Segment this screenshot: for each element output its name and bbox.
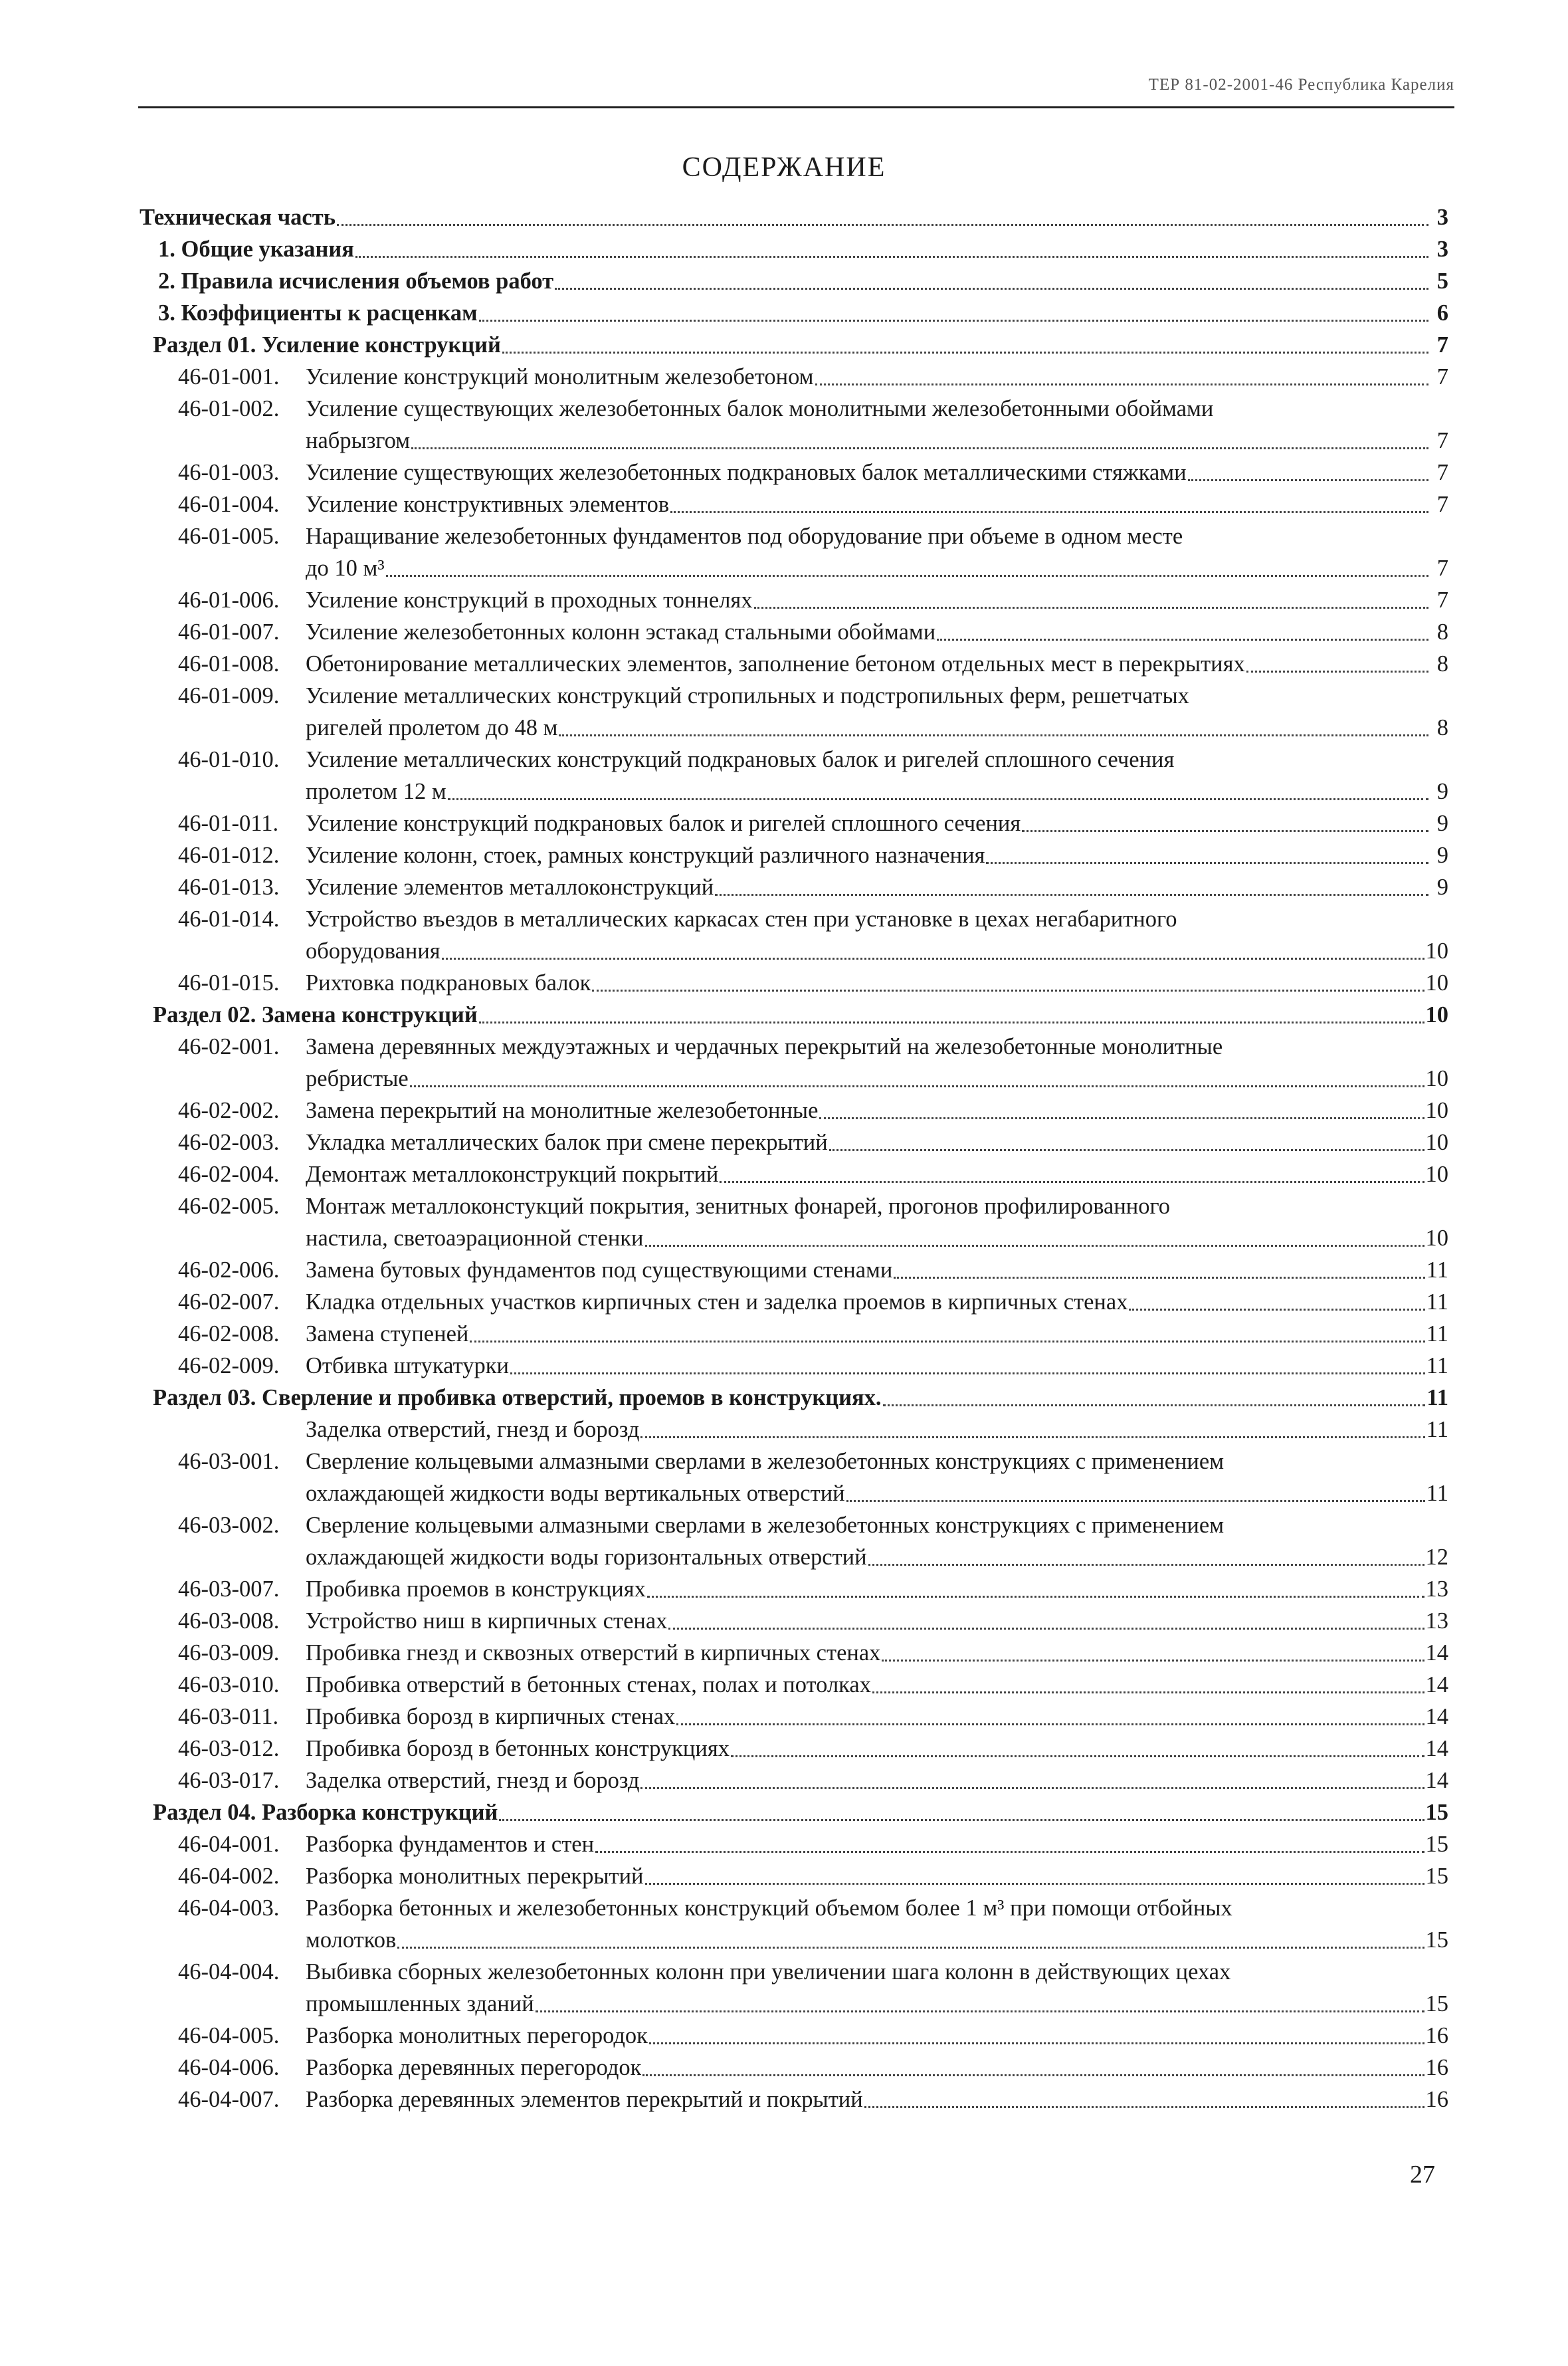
toc-entry-code: 46-01-001.	[178, 364, 280, 389]
toc-entry-title: Сверление кольцевыми алмазными сверлами в железобетонных конструкциях с применением	[306, 1513, 1225, 1538]
toc-leader-dots	[499, 1819, 1424, 1821]
toc-entry[interactable]	[140, 520, 1448, 552]
toc-entry-code: 46-03-008.	[178, 1608, 280, 1634]
toc-entry-page: 11	[1426, 1481, 1448, 1506]
toc-entry-title: Усиление железобетонных колонн эстакад стальными обоймами	[306, 619, 936, 645]
toc-entry-title-continuation: охлаждающей жидкости воды вертикальных отверстий	[306, 1481, 845, 1506]
toc-entry-continuation	[140, 552, 1448, 584]
toc-entry-title: 1. Общие указания	[158, 237, 354, 262]
toc-entry-code: 46-02-004.	[178, 1162, 280, 1187]
toc-entry-code: 46-03-001.	[178, 1449, 280, 1474]
toc-entry-title: Пробивка борозд в кирпичных стенах	[306, 1704, 676, 1729]
toc-leader-dots	[668, 1628, 1424, 1630]
toc-entry-page: 15	[1425, 1800, 1448, 1825]
toc-leader-dots	[647, 1596, 1424, 1598]
toc-entry-title: Заделка отверстий, гнезд и борозд	[306, 1768, 640, 1793]
toc-entry[interactable]	[140, 1350, 1448, 1382]
toc-entry[interactable]	[140, 1828, 1448, 1860]
toc-entry-page: 10	[1425, 1226, 1448, 1251]
toc-entry-page: 7	[1436, 364, 1448, 389]
page-number: 27	[1410, 2161, 1435, 2189]
running-header: ТЕР 81-02-2001-46 Республика Карелия	[1148, 76, 1454, 94]
toc-entry-code: 46-04-007.	[178, 2087, 280, 2112]
toc-entry[interactable]	[140, 1701, 1448, 1733]
toc-leader-dots	[411, 447, 1428, 449]
toc-entry-page: 14	[1425, 1736, 1448, 1761]
toc-leader-dots	[536, 2010, 1424, 2012]
toc-leader-dots	[649, 2042, 1424, 2044]
toc-leader-dots	[640, 1787, 1424, 1789]
toc-entry-title: Заделка отверстий, гнезд и борозд	[306, 1417, 640, 1442]
toc-entry-page: 16	[1425, 2055, 1448, 2080]
toc-entry-title-continuation: набрызгом	[306, 428, 411, 453]
toc-entry[interactable]	[140, 1509, 1448, 1541]
toc-entry-title-continuation: ригелей пролетом до 48 м	[306, 715, 558, 740]
toc-entry[interactable]	[140, 1765, 1448, 1796]
toc-entry-code: 46-01-010.	[178, 747, 280, 772]
toc-entry[interactable]	[140, 1573, 1448, 1605]
toc-entry[interactable]	[140, 584, 1448, 616]
toc-entry-page: 16	[1425, 2087, 1448, 2112]
toc-entry-title-continuation: оборудования	[306, 938, 441, 964]
toc-leader-dots	[592, 990, 1424, 992]
toc-entry-page: 7	[1436, 428, 1448, 453]
toc-entry-title: Наращивание железобетонных фундаментов под оборудование при объеме в одном месте	[306, 524, 1183, 549]
toc-entry-code: 46-03-012.	[178, 1736, 280, 1761]
toc-leader-dots	[894, 1277, 1424, 1279]
toc-entry-page: 6	[1436, 300, 1448, 326]
toc-entry-page: 7	[1436, 460, 1448, 485]
toc-entry[interactable]	[140, 1286, 1448, 1318]
toc-leader-dots	[676, 1723, 1424, 1725]
toc-entry-page: 7	[1436, 492, 1448, 517]
toc-entry-page: 9	[1436, 811, 1448, 836]
toc-entry-title: Раздел 04. Разборка конструкций	[153, 1800, 498, 1825]
toc-entry-code: 46-01-014.	[178, 907, 280, 932]
toc-entry[interactable]	[140, 233, 1448, 265]
toc-entry-code: 46-03-002.	[178, 1513, 280, 1538]
toc-entry[interactable]	[140, 1605, 1448, 1637]
toc-entry-page: 10	[1425, 1066, 1448, 1091]
toc-leader-dots	[410, 1085, 1424, 1087]
toc-entry-code: 46-04-005.	[178, 2023, 280, 2048]
toc-entry-page: 13	[1425, 1576, 1448, 1602]
toc-entry-page: 3	[1436, 237, 1448, 262]
toc-leader-dots	[986, 862, 1428, 864]
toc-entry-title: Усиление колонн, стоек, рамных конструкций различного назначения	[306, 843, 985, 868]
toc-entry-code: 46-01-009.	[178, 683, 280, 708]
toc-leader-dots	[470, 1341, 1424, 1343]
toc-entry[interactable]	[140, 361, 1448, 393]
toc-entry-code: 46-02-002.	[178, 1098, 280, 1123]
toc-entry[interactable]	[140, 1637, 1448, 1669]
toc-section[interactable]	[140, 999, 1448, 1031]
toc-leader-dots	[720, 1181, 1424, 1183]
toc-entry-code: 46-02-003.	[178, 1130, 280, 1155]
toc-leader-dots	[640, 1436, 1424, 1438]
toc-entry-title-continuation: молотков	[306, 1927, 397, 1953]
toc-entry-page: 11	[1426, 1321, 1448, 1346]
toc-entry[interactable]	[140, 744, 1448, 776]
toc-entry-page: 11	[1426, 1417, 1448, 1442]
toc-entry-code: 46-03-017.	[178, 1768, 280, 1793]
toc-entry[interactable]	[140, 297, 1448, 329]
toc-entry-code: 46-02-009.	[178, 1353, 280, 1378]
toc-entry-code: 46-02-006.	[178, 1257, 280, 1283]
toc-entry-code: 46-01-011.	[178, 811, 279, 836]
toc-leader-dots	[645, 1883, 1424, 1885]
toc-entry-title: Усиление конструктивных элементов	[306, 492, 670, 517]
toc-entry[interactable]	[140, 1158, 1448, 1190]
toc-entry-code: 46-04-004.	[178, 1959, 280, 1985]
toc-entry-title: Разборка фундаментов и стен	[306, 1832, 595, 1857]
toc-entry-title: Усиление конструкций подкрановых балок и ригелей сплошного сечения	[306, 811, 1021, 836]
toc-entry[interactable]	[140, 839, 1448, 871]
table-of-contents	[140, 201, 1448, 2115]
toc-entry-page: 10	[1425, 1002, 1448, 1027]
toc-entry-title: Пробивка борозд в бетонных конструкциях	[306, 1736, 730, 1761]
toc-leader-dots	[670, 511, 1428, 513]
toc-entry-code: 46-02-001.	[178, 1034, 280, 1059]
toc-leader-dots	[819, 1117, 1424, 1119]
page-title: СОДЕРЖАНИЕ	[682, 152, 886, 183]
toc-entry-code: 46-02-005.	[178, 1194, 280, 1219]
toc-leader-dots	[559, 734, 1428, 736]
toc-entry-title-continuation: охлаждающей жидкости воды горизонтальных отверстий	[306, 1545, 867, 1570]
toc-entry-title-continuation: настила, светоаэрационной стенки	[306, 1226, 644, 1251]
toc-entry-page: 14	[1425, 1768, 1448, 1793]
toc-entry-continuation	[140, 935, 1448, 967]
toc-leader-dots	[846, 1500, 1425, 1502]
toc-entry-title: Усиление элементов металлоконструкций	[306, 875, 714, 900]
toc-leader-dots	[1129, 1309, 1424, 1311]
toc-entry-page: 10	[1425, 938, 1448, 964]
toc-entry-title: Разборка монолитных перегородок	[306, 2023, 648, 2048]
toc-entry[interactable]	[140, 1446, 1448, 1477]
toc-entry-code: 46-01-012.	[178, 843, 280, 868]
toc-entry-title: Устройство въездов в металлических каркасах стен при установке в цехах негабаритного	[306, 907, 1177, 932]
toc-entry-page: 16	[1425, 2023, 1448, 2048]
toc-entry-title: Рихтовка подкрановых балок	[306, 970, 591, 996]
toc-entry-title-continuation: промышленных зданий	[306, 1991, 534, 2016]
toc-entry-page: 7	[1436, 332, 1448, 358]
toc-entry-title: Кладка отдельных участков кирпичных стен и заделка проемов в кирпичных стенах	[306, 1289, 1128, 1315]
toc-entry-title-continuation: ребристые	[306, 1066, 409, 1091]
toc-entry[interactable]	[140, 1860, 1448, 1892]
toc-leader-dots	[645, 1245, 1424, 1247]
toc-entry[interactable]	[140, 2020, 1448, 2052]
toc-entry-code: 46-03-007.	[178, 1576, 280, 1602]
toc-leader-dots	[864, 2106, 1424, 2108]
toc-entry-title: Замена деревянных междуэтажных и чердачных перекрытий на железобетонные монолитные	[306, 1034, 1223, 1059]
toc-entry-page: 10	[1425, 1162, 1448, 1187]
toc-entry-code: 46-01-015.	[178, 970, 280, 996]
toc-leader-dots	[1246, 671, 1428, 673]
toc-entry[interactable]	[140, 1956, 1448, 1988]
toc-entry-title: Укладка металлических балок при смене перекрытий	[306, 1130, 828, 1155]
toc-entry-page: 3	[1436, 205, 1448, 230]
toc-entry[interactable]	[140, 1733, 1448, 1765]
toc-entry-continuation	[140, 1063, 1448, 1095]
toc-entry-page: 15	[1425, 1927, 1448, 1953]
toc-entry[interactable]	[140, 616, 1448, 648]
toc-leader-dots	[397, 1947, 1424, 1949]
toc-entry[interactable]	[140, 2084, 1448, 2115]
toc-entry-page: 7	[1436, 588, 1448, 613]
toc-entry-code: 46-01-004.	[178, 492, 280, 517]
toc-leader-dots	[642, 2074, 1424, 2076]
toc-entry-title: Раздел 03. Сверление и пробивка отверстий, проемов в конструкциях.	[153, 1385, 882, 1410]
toc-leader-dots	[386, 575, 1428, 577]
toc-entry-title: Усиление существующих железобетонных балок монолитными железобетонными обоймами	[306, 396, 1214, 421]
toc-entry[interactable]	[140, 648, 1448, 680]
toc-entry-title: Разборка деревянных элементов перекрытий и покрытий	[306, 2087, 863, 2112]
toc-leader-dots	[442, 958, 1424, 960]
toc-entry-page: 7	[1436, 556, 1448, 581]
toc-entry-page: 12	[1425, 1545, 1448, 1570]
toc-entry-title: Устройство ниш в кирпичных стенах	[306, 1608, 668, 1634]
toc-entry-page: 14	[1425, 1672, 1448, 1697]
toc-entry-code: 46-03-011.	[178, 1704, 279, 1729]
header-rule	[138, 106, 1454, 108]
toc-entry-page: 15	[1425, 1864, 1448, 1889]
toc-leader-dots	[883, 1404, 1426, 1406]
toc-leader-dots	[882, 1660, 1424, 1662]
toc-entry[interactable]	[140, 1190, 1448, 1222]
toc-entry-continuation	[140, 1477, 1448, 1509]
toc-entry-title: Разборка деревянных перегородок	[306, 2055, 642, 2080]
toc-entry-title: Пробивка гнезд и сквозных отверстий в кирпичных стенах	[306, 1640, 881, 1666]
toc-entry-title: Демонтаж металлоконструкций покрытий	[306, 1162, 719, 1187]
toc-entry-title: Разборка бетонных и железобетонных конструкций объемом более 1 м³ при помощи отбойных	[306, 1895, 1232, 1921]
toc-entry-page: 11	[1426, 1353, 1448, 1378]
toc-entry-continuation	[140, 776, 1448, 807]
toc-entry-code: 46-02-007.	[178, 1289, 280, 1315]
toc-leader-dots	[1188, 479, 1428, 481]
toc-entry-page: 14	[1425, 1640, 1448, 1666]
toc-entry[interactable]	[140, 201, 1448, 233]
toc-entry-code: 46-04-001.	[178, 1832, 280, 1857]
toc-entry-title-continuation: до 10 м³	[306, 556, 385, 581]
toc-leader-dots	[754, 607, 1428, 609]
toc-entry-page: 9	[1436, 875, 1448, 900]
toc-entry-title: Усиление металлических конструкций подкрановых балок и ригелей сплошного сечения	[306, 747, 1175, 772]
toc-entry-code: 46-04-003.	[178, 1895, 280, 1921]
toc-entry-title: Замена перекрытий на монолитные железобетонные	[306, 1098, 819, 1123]
toc-entry-continuation	[140, 425, 1448, 457]
toc-entry-page: 9	[1436, 843, 1448, 868]
toc-entry-page: 8	[1436, 619, 1448, 645]
toc-entry-page: 10	[1425, 1098, 1448, 1123]
toc-entry[interactable]	[140, 1892, 1448, 1924]
toc-entry-title: Сверление кольцевыми алмазными сверлами в железобетонных конструкциях с применением	[306, 1449, 1225, 1474]
toc-entry-page: 8	[1436, 715, 1448, 740]
toc-leader-dots	[872, 1691, 1424, 1693]
toc-entry-page: 10	[1425, 970, 1448, 996]
toc-leader-dots	[510, 1372, 1425, 1374]
toc-leader-dots	[337, 224, 1428, 226]
toc-entry[interactable]	[140, 1031, 1448, 1063]
toc-entry-title: Отбивка штукатурки	[306, 1353, 509, 1378]
toc-leader-dots	[715, 894, 1428, 896]
toc-entry-title-continuation: пролетом 12 м	[306, 779, 446, 804]
toc-leader-dots	[1022, 830, 1428, 832]
toc-entry-title: Усиление металлических конструкций стропильных и подстропильных ферм, решетчатых	[306, 683, 1189, 708]
toc-entry[interactable]	[140, 457, 1448, 488]
toc-entry-continuation	[140, 1924, 1448, 1956]
toc-entry[interactable]	[140, 265, 1448, 297]
toc-entry[interactable]	[140, 871, 1448, 903]
toc-entry-page: 14	[1425, 1704, 1448, 1729]
toc-entry-code: 46-01-013.	[178, 875, 280, 900]
toc-entry-page: 5	[1436, 269, 1448, 294]
toc-entry[interactable]	[140, 680, 1448, 712]
toc-entry[interactable]	[140, 903, 1448, 935]
toc-entry-continuation	[140, 1541, 1448, 1573]
toc-entry-page: 11	[1426, 1385, 1448, 1410]
toc-entry-code: 46-01-005.	[178, 524, 280, 549]
toc-entry-page: 8	[1436, 651, 1448, 677]
toc-leader-dots	[595, 1851, 1424, 1853]
toc-entry[interactable]	[140, 2052, 1448, 2084]
toc-entry-page: 13	[1425, 1608, 1448, 1634]
toc-leader-dots	[479, 1022, 1424, 1023]
toc-entry-title: Усиление существующих железобетонных подкрановых балок металлическими стяжками	[306, 460, 1187, 485]
toc-section[interactable]	[140, 329, 1448, 361]
toc-entry-title: Раздел 02. Замена конструкций	[153, 1002, 478, 1027]
toc-leader-dots	[868, 1564, 1424, 1566]
toc-section[interactable]	[140, 1796, 1448, 1828]
toc-entry[interactable]	[140, 1254, 1448, 1286]
toc-entry-page: 15	[1425, 1832, 1448, 1857]
toc-section[interactable]	[140, 1382, 1448, 1414]
toc-entry-page: 11	[1426, 1257, 1448, 1283]
toc-entry-code: 46-04-006.	[178, 2055, 280, 2080]
toc-leader-dots	[731, 1755, 1424, 1757]
toc-entry-title: 2. Правила исчисления объемов работ	[158, 269, 554, 294]
toc-leader-dots	[815, 383, 1429, 385]
toc-leader-dots	[355, 256, 1428, 258]
toc-entry-continuation	[140, 1988, 1448, 2020]
toc-entry-title: Усиление конструкций в проходных тоннелях	[306, 588, 753, 613]
toc-entry-code: 46-01-002.	[178, 396, 280, 421]
toc-entry-title: Техническая часть	[140, 205, 336, 230]
toc-entry-title: Замена бутовых фундаментов под существующими стенами	[306, 1257, 893, 1283]
toc-entry-code: 46-02-008.	[178, 1321, 280, 1346]
toc-leader-dots	[555, 288, 1428, 290]
toc-entry-title: Раздел 01. Усиление конструкций	[153, 332, 501, 358]
toc-entry-title: Замена ступеней	[306, 1321, 469, 1346]
toc-entry-code: 46-01-003.	[178, 460, 280, 485]
toc-leader-dots	[502, 352, 1428, 354]
toc-entry-title: Пробивка отверстий в бетонных стенах, полах и потолках	[306, 1672, 871, 1697]
toc-entry-code: 46-04-002.	[178, 1864, 280, 1889]
toc-entry-code: 46-01-007.	[178, 619, 280, 645]
toc-entry-page: 9	[1436, 779, 1448, 804]
toc-entry-page: 10	[1425, 1130, 1448, 1155]
toc-entry[interactable]	[140, 1127, 1448, 1158]
toc-entry[interactable]	[140, 807, 1448, 839]
toc-leader-dots	[479, 320, 1428, 322]
toc-entry[interactable]	[140, 1318, 1448, 1350]
toc-entry-title: Усиление конструкций монолитным железобетоном	[306, 364, 814, 389]
toc-leader-dots	[829, 1149, 1424, 1151]
toc-entry[interactable]	[140, 393, 1448, 425]
toc-entry-page: 11	[1426, 1289, 1448, 1315]
toc-entry-code: 46-03-010.	[178, 1672, 280, 1697]
toc-entry-continuation	[140, 712, 1448, 744]
toc-entry-title: Выбивка сборных железобетонных колонн при увеличении шага колонн в действующих цехах	[306, 1959, 1231, 1985]
toc-entry[interactable]	[140, 488, 1448, 520]
toc-entry-title: Разборка монолитных перекрытий	[306, 1864, 644, 1889]
toc-entry-code: 46-01-008.	[178, 651, 280, 677]
toc-entry-title: Обетонирование металлических элементов, заполнение бетоном отдельных мест в перекрытиях	[306, 651, 1245, 677]
toc-entry[interactable]	[140, 967, 1448, 999]
toc-entry-title: 3. Коэффициенты к расценкам	[158, 300, 478, 326]
toc-entry-code: 46-01-006.	[178, 588, 280, 613]
toc-entry[interactable]	[140, 1095, 1448, 1127]
toc-entry-page: 15	[1425, 1991, 1448, 2016]
toc-entry-title: Монтаж металлоконстукций покрытия, зенитных фонарей, прогонов профилированного	[306, 1194, 1171, 1219]
toc-entry-continuation	[140, 1222, 1448, 1254]
toc-leader-dots	[448, 798, 1428, 800]
toc-entry[interactable]	[140, 1669, 1448, 1701]
toc-entry-code: 46-03-009.	[178, 1640, 280, 1666]
toc-leader-dots	[937, 639, 1428, 641]
toc-entry[interactable]	[140, 1414, 1448, 1446]
toc-entry-title: Пробивка проемов в конструкциях	[306, 1576, 646, 1602]
